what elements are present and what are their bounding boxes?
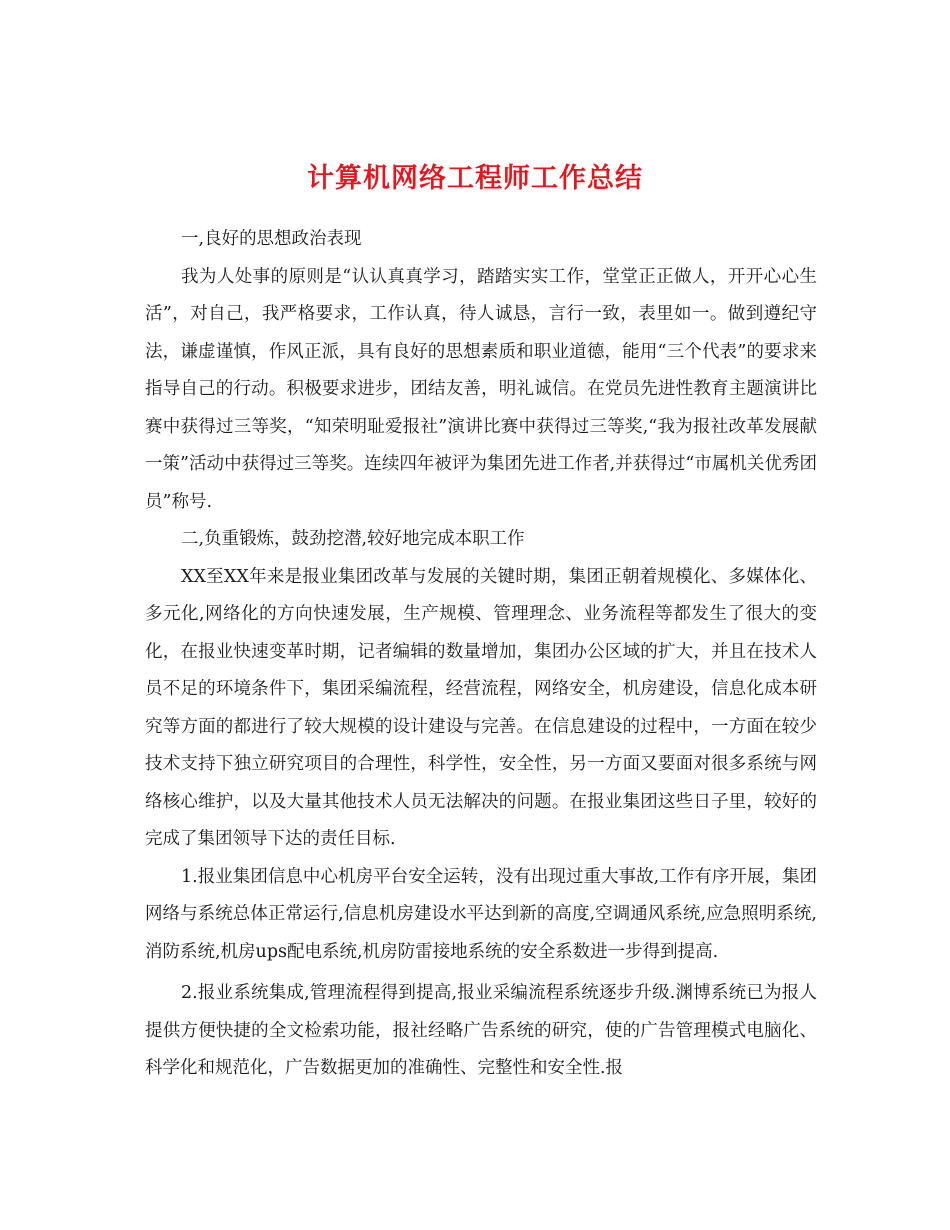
paragraph-item-1: 1.报业集团信息中心机房平台安全运转，没有出现过重大事故,工作有序开展，集团网络与系统总体正常运行,信息机房建设水平达到新的高度,空调通风系统,应急照明系统,消防系统,机房ups配电系统,机房防雷接地系统的安全系数进一步得到提高.	[145, 866, 817, 962]
section-heading-1: 一,良好的思想政治表现	[181, 229, 362, 249]
paragraph-principles: 我为人处事的原则是“认认真真学习，踏踏实实工作，堂堂正正做人，开开心心生活”，对自己，我严格要求，工作认真，待人诚恳，言行一致，表里如一。做到遵纪守法，谦虚谨慎，作风正派，具有良好的思想素质和职业道德，能用“三个代表”的要求来指导自己的行动。积极要求进步，团结友善，明礼诚信。在党员先进性教育主题演讲比赛中获得过三等奖，“知荣明耻爱报社”演讲比赛中获得过三等奖,“我为报社改革发展献一策”活动中获得过三等奖。连续四年被评为集团先进工作者,并获得过“市属机关优秀团员”称号.	[145, 266, 817, 512]
document-title: 计算机网络工程师工作总结	[307, 163, 643, 195]
paragraph-development: XX至XX年来是报业集团改革与发展的关键时期，集团正朝着规模化、多媒体化、多元化,网络化的方向快速发展，生产规模、管理理念、业务流程等都发生了很大的变化，在报业快速变革时期，记者编辑的数量增加，集团办公区域的扩大，并且在技术人员不足的环境条件下，集团采编流程，经营流程，网络安全，机房建设，信息化成本研究等方面的都进行了较大规模的设计建设与完善。在信息建设的过程中，一方面在较少技术支持下独立研究项目的合理性，科学性，安全性，另一方面又要面对很多系统与网络核心维护，以及大量其他技术人员无法解决的问题。在报业集团这些日子里，较好的完成了集团领导下达的责任目标.	[145, 566, 817, 849]
section-heading-2: 二,负重锻炼，鼓劲挖潜,较好地完成本职工作	[181, 529, 525, 549]
document-body	[145, 221, 817, 1088]
paragraph-item-2: 2.报业系统集成,管理流程得到提高,报业采编流程系统逐步升级.渊博系统已为报人提供方便快捷的全文检索功能，报社经略广告系统的研究，使的广告管理模式电脑化、科学化和规范化，广告数据更加的准确性、完整性和安全性.报	[145, 983, 817, 1078]
